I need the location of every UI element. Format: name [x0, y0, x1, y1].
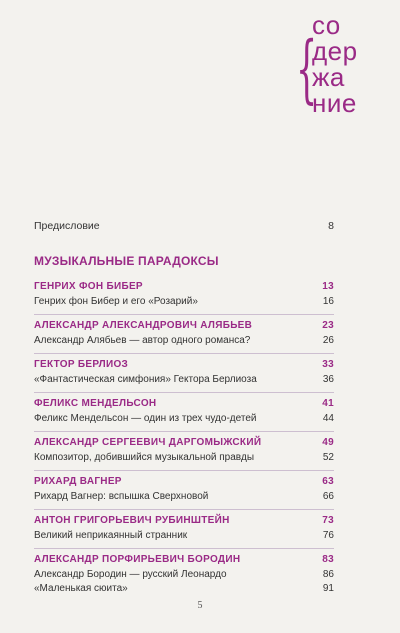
- curly-brace-decoration: {: [296, 26, 318, 112]
- title-lines: [312, 12, 358, 116]
- toc-group-mendelssohn: [34, 393, 334, 432]
- entry-page: 36: [322, 374, 334, 385]
- composer-heading: [34, 398, 334, 413]
- toc-entry: [34, 374, 334, 388]
- title-line: жа: [312, 62, 345, 92]
- toc-group-dargomyzhsky: [34, 432, 334, 471]
- toc-entry: [34, 296, 334, 310]
- entry-text: Генрих фон Бибер и его «Розарий»: [34, 296, 198, 307]
- entry-page: 76: [322, 530, 334, 541]
- composer-name: ГЕКТОР БЕРЛИОЗ: [34, 359, 129, 370]
- title-line: со: [312, 10, 341, 40]
- composer-page: 13: [322, 281, 334, 292]
- composer-heading: [34, 320, 334, 335]
- composer-page: 33: [322, 359, 334, 370]
- entry-text: Александр Бородин — русский Леонардо: [34, 569, 227, 580]
- toc-entry: [34, 452, 334, 466]
- composer-heading: [34, 554, 334, 569]
- composer-heading: [34, 437, 334, 452]
- composer-name: АЛЕКСАНДР ПОРФИРЬЕВИЧ БОРОДИН: [34, 554, 241, 565]
- entry-text: Композитор, добившийся музыкальной правды: [34, 452, 255, 463]
- composer-page: 83: [322, 554, 334, 565]
- toc-group-berlioz: [34, 354, 334, 393]
- preface-label: Предисловие: [34, 220, 100, 232]
- toc-group-alyabyev: [34, 315, 334, 354]
- toc-entry: [34, 569, 334, 583]
- title-line: дер: [312, 36, 358, 66]
- toc-group-biber: [34, 276, 334, 315]
- entry-page: 91: [322, 583, 334, 594]
- entry-page: 44: [322, 413, 334, 424]
- composer-page: 23: [322, 320, 334, 331]
- toc-entry: [34, 491, 334, 505]
- entry-text: Александр Алябьев — автор одного романса?: [34, 335, 251, 346]
- contents-title: [296, 12, 366, 132]
- entry-page: 66: [322, 491, 334, 502]
- composer-heading: [34, 515, 334, 530]
- composer-heading: [34, 281, 334, 296]
- title-line: ние: [312, 88, 357, 118]
- toc-entry: [34, 583, 334, 597]
- composer-name: ГЕНРИХ ФОН БИБЕР: [34, 281, 143, 292]
- composer-heading: [34, 476, 334, 491]
- section-heading: [34, 254, 334, 276]
- entry-page: 16: [322, 296, 334, 307]
- composer-page: 49: [322, 437, 334, 448]
- composer-page: 73: [322, 515, 334, 526]
- toc-group-wagner: [34, 471, 334, 510]
- entry-text: «Маленькая сюита»: [34, 583, 128, 594]
- table-of-contents: [34, 220, 334, 601]
- toc-group-rubinstein: [34, 510, 334, 549]
- composer-page: 41: [322, 398, 334, 409]
- entry-page: 26: [322, 335, 334, 346]
- preface-entry: [34, 220, 334, 236]
- composer-name: АЛЕКСАНДР АЛЕКСАНДРОВИЧ АЛЯБЬЕВ: [34, 320, 253, 331]
- toc-entry: [34, 530, 334, 544]
- toc-entry: [34, 335, 334, 349]
- entry-text: «Фантастическая симфония» Гектора Берлиоза: [34, 374, 257, 385]
- section-title: МУЗЫКАЛЬНЫЕ ПАРАДОКСЫ: [34, 254, 219, 268]
- entry-page: 86: [322, 569, 334, 580]
- composer-name: ФЕЛИКС МЕНДЕЛЬСОН: [34, 398, 157, 409]
- composer-name: АЛЕКСАНДР СЕРГЕЕВИЧ ДАРГОМЫЖСКИЙ: [34, 437, 262, 448]
- toc-group-borodin: [34, 549, 334, 601]
- toc-entry: [34, 413, 334, 427]
- entry-text: Феликс Мендельсон — один из трех чудо-детей: [34, 413, 257, 424]
- preface-page: 8: [328, 220, 334, 232]
- composer-name: АНТОН ГРИГОРЬЕВИЧ РУБИНШТЕЙН: [34, 515, 230, 526]
- composer-name: РИХАРД ВАГНЕР: [34, 476, 122, 487]
- entry-page: 52: [322, 452, 334, 463]
- entry-text: Рихард Вагнер: вспышка Сверхновой: [34, 491, 209, 502]
- page-number: 5: [197, 600, 203, 611]
- composer-page: 63: [322, 476, 334, 487]
- entry-text: Великий неприкаянный странник: [34, 530, 188, 541]
- composer-heading: [34, 359, 334, 374]
